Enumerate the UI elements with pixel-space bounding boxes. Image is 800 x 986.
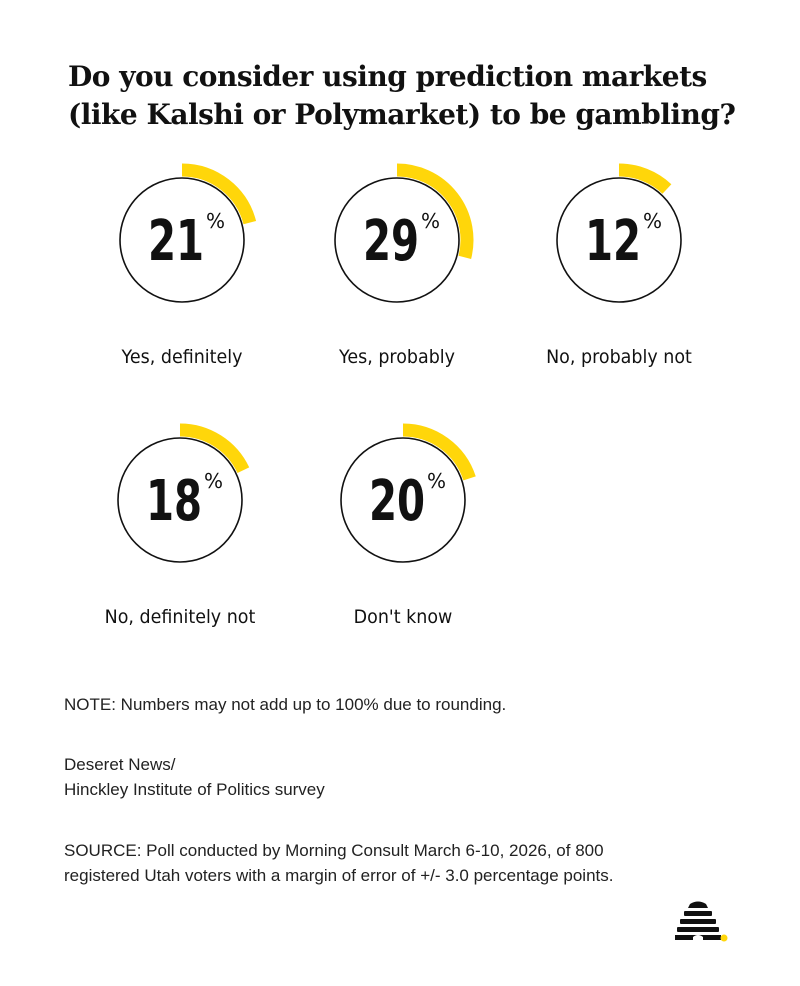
value-label: 12	[584, 208, 642, 274]
value-label: 29	[362, 208, 420, 274]
source-line-2: registered Utah voters with a margin of error of +/- 3.0 percentage points.	[64, 866, 614, 885]
credit-line-1: Deseret News/	[64, 755, 176, 774]
chart-title: Do you consider using prediction markets (like Kalshi or Polymarket) to be gambling?	[68, 60, 736, 131]
category-label: Don't know	[353, 606, 453, 628]
value-label: 21	[147, 208, 205, 274]
category-label: Yes, definitely	[121, 346, 243, 368]
percent-sign: %	[421, 209, 441, 233]
credit-line-2: Hinckley Institute of Politics survey	[64, 780, 325, 799]
source-note	[64, 838, 704, 888]
value-label: 18	[145, 468, 203, 534]
donut-gauge	[303, 438, 503, 598]
donut-gauge	[519, 178, 719, 338]
percent-sign: %	[204, 469, 224, 493]
rounding-note: NOTE: Numbers may not add up to 100% due to rounding.	[64, 695, 507, 714]
source-line-1: SOURCE: Poll conducted by Morning Consult March 6-10, 2026, of 800	[64, 841, 604, 860]
category-label: Yes, probably	[338, 346, 456, 368]
percent-sign: %	[643, 209, 663, 233]
category-label: No, definitely not	[104, 606, 256, 628]
donut-item	[80, 438, 280, 668]
category-label: No, probably not	[546, 346, 692, 368]
value-label: 20	[368, 468, 426, 534]
percent-sign: %	[206, 209, 226, 233]
percent-sign: %	[427, 469, 447, 493]
donut-gauge	[82, 178, 282, 338]
donut-gauge	[80, 438, 280, 598]
donut-item	[297, 178, 497, 408]
donut-arc	[180, 430, 243, 470]
donut-item	[82, 178, 282, 408]
beehive-logo-icon	[672, 900, 728, 944]
donut-gauge	[297, 178, 497, 338]
donut-item	[303, 438, 503, 668]
donut-item	[519, 178, 719, 408]
donut-arc	[619, 170, 667, 189]
credit	[64, 752, 325, 802]
